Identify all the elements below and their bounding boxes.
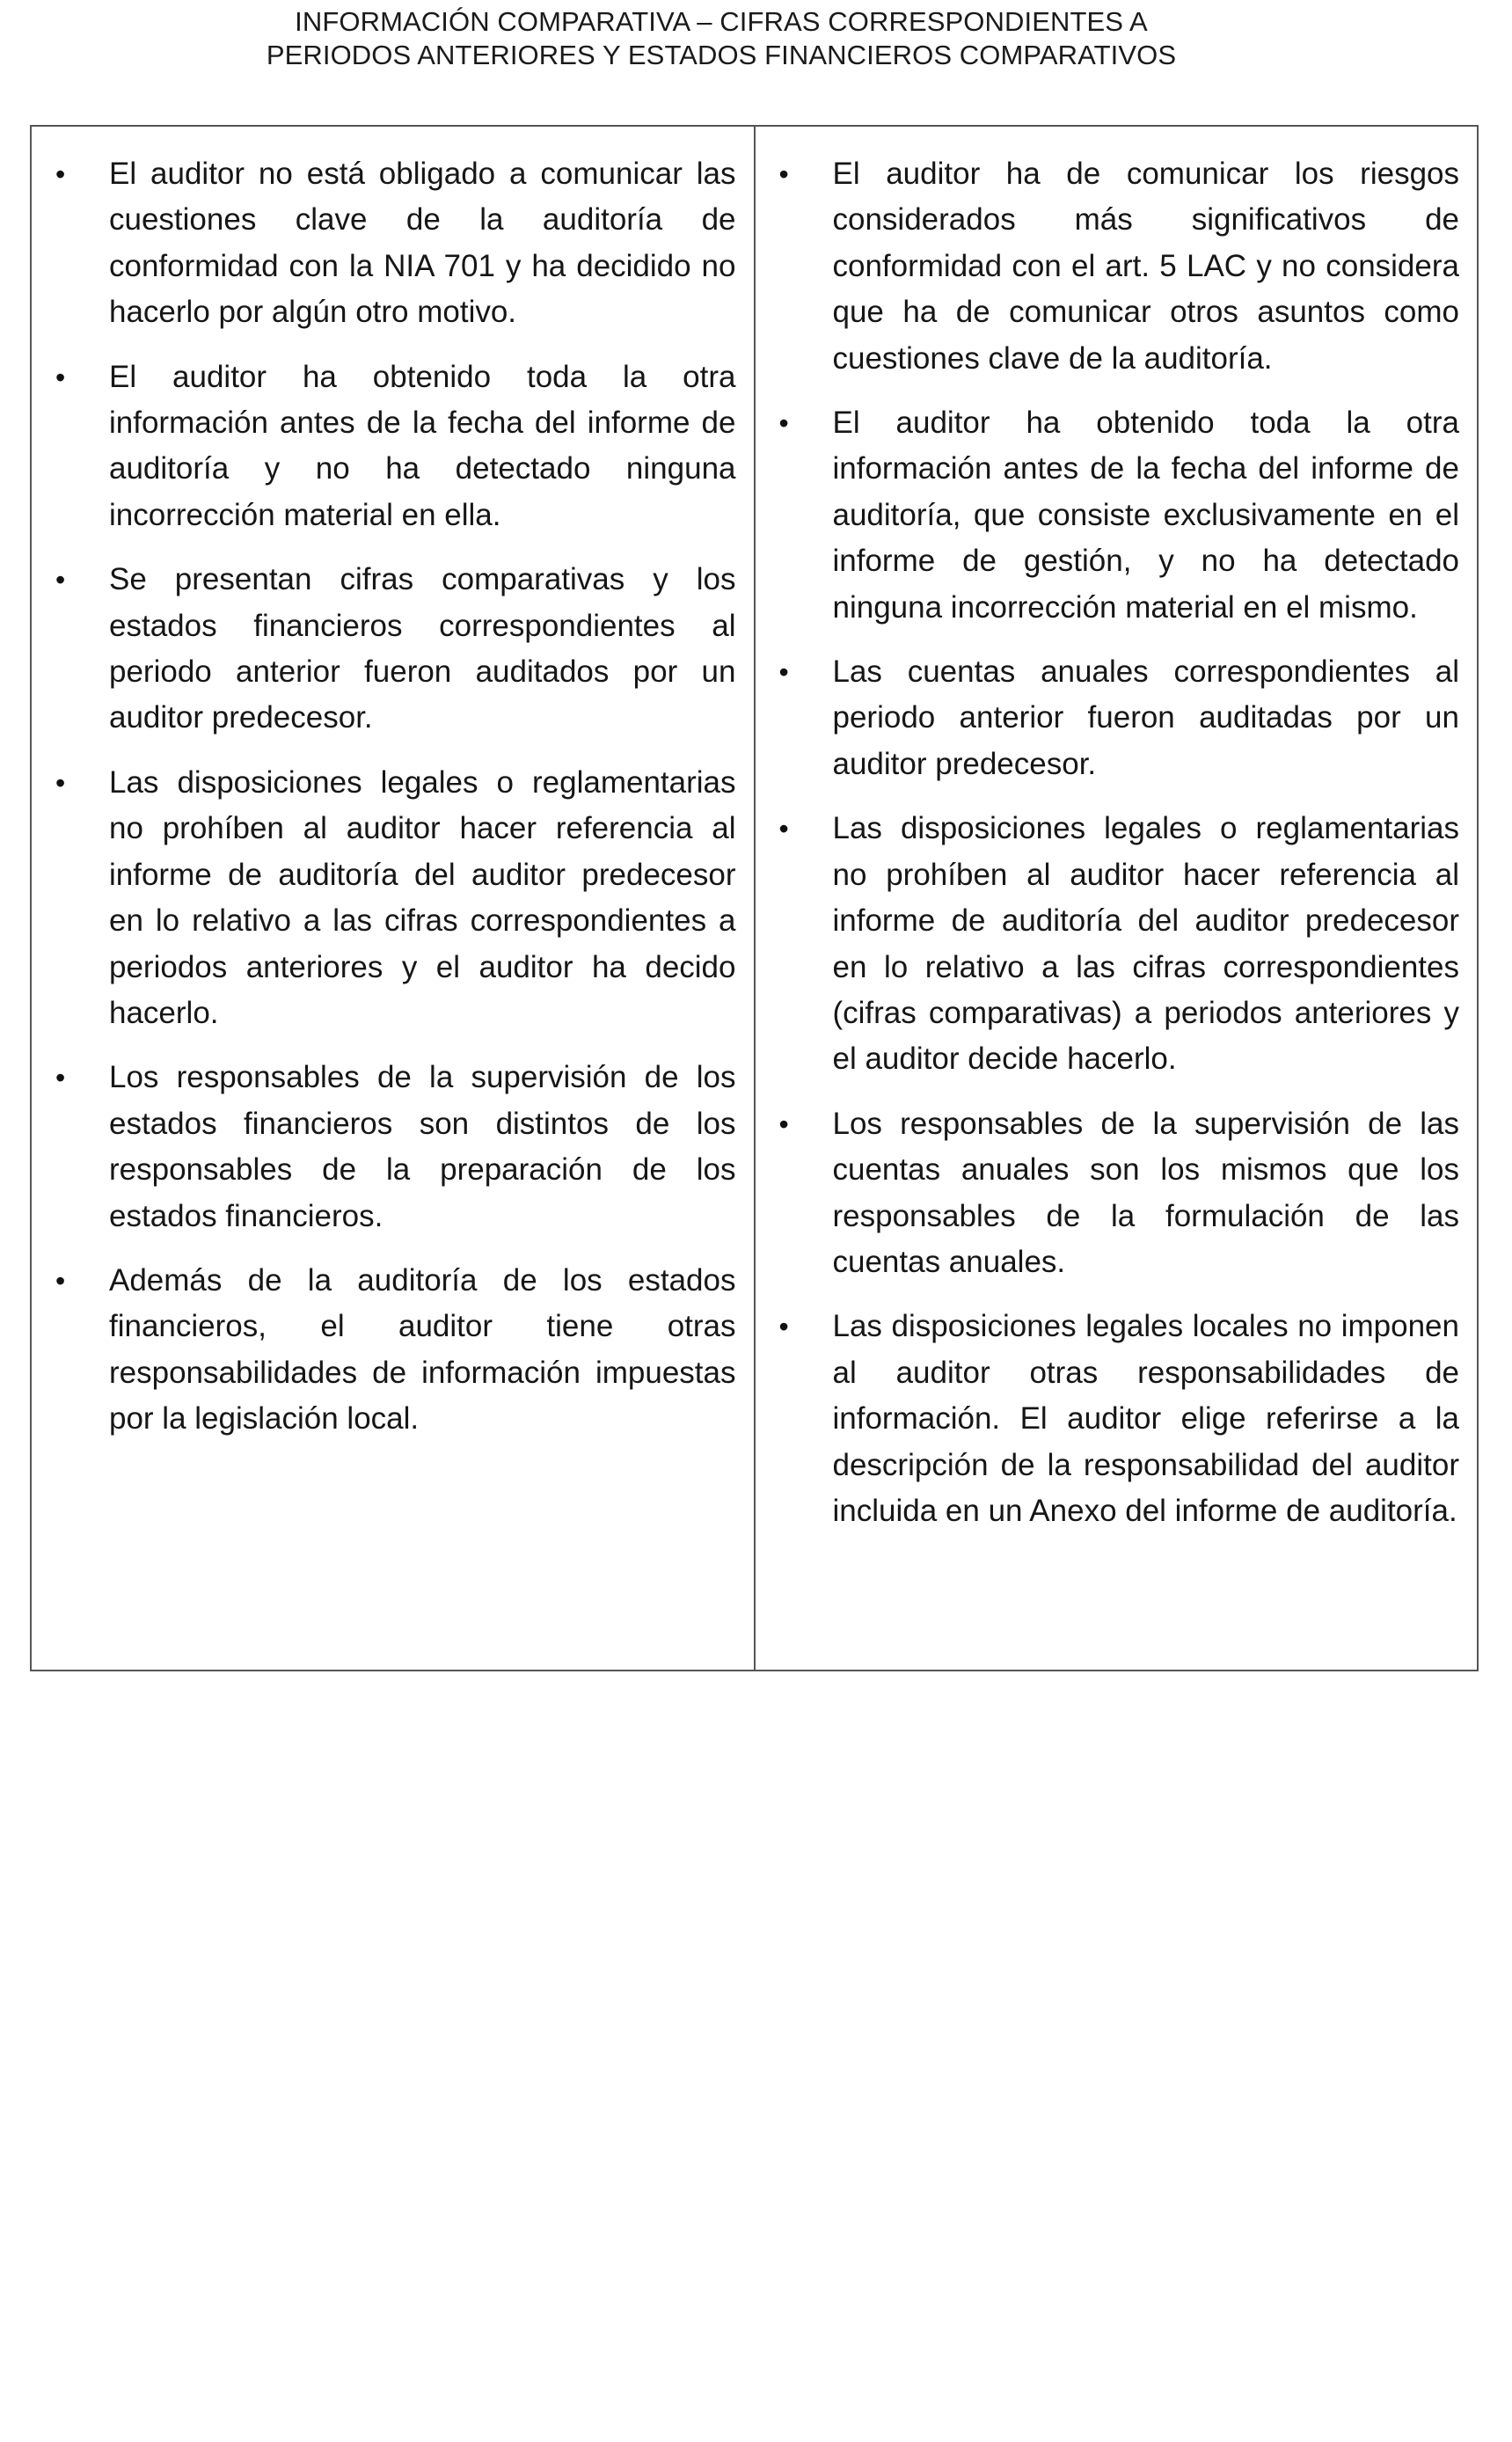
right-bullet-list (775, 151, 1460, 1534)
list-item (51, 1258, 736, 1443)
header-line-2: PERIODOS ANTERIORES Y ESTADOS FINANCIEROS COMPARATIVOS (266, 40, 1177, 70)
list-item-text: Las disposiciones legales locales no imponen al auditor otras responsabilidades de información. El auditor elige referirse a la descripción de la responsabilidad del auditor incluida en un Anexo del informe de auditoría. (832, 1309, 1459, 1528)
comparison-table (30, 125, 1479, 1671)
right-column (756, 127, 1478, 1670)
bullet-icon: • (778, 1311, 789, 1343)
list-item-text: El auditor ha obtenido toda la otra información antes de la fecha del informe de auditoría y no ha detectado ninguna incorrección material en ella. (109, 359, 736, 532)
list-item-text: El auditor ha obtenido toda la otra información antes de la fecha del informe de auditoría, que consiste exclusivamente en el informe de gestión, y no ha detectado ninguna incorrección material en el mismo. (832, 406, 1459, 625)
bullet-icon: • (778, 158, 789, 190)
list-item-text: Los responsables de la supervisión de las cuentas anuales son los mismos que los responsables de la formulación de las cuentas anuales. (832, 1106, 1459, 1279)
list-item (775, 649, 1460, 787)
bullet-icon: • (55, 1062, 66, 1094)
list-item (775, 400, 1460, 631)
bullet-icon: • (55, 158, 66, 190)
list-item (775, 151, 1460, 382)
bullet-icon: • (778, 813, 789, 845)
list-item-text: El auditor ha de comunicar los riesgos considerados más significativos de conformidad con el art. 5 LAC y no considera que ha de comunicar otros asuntos como cuestiones clave de la auditoría. (832, 157, 1459, 376)
bullet-icon: • (55, 766, 66, 799)
list-item-text: Las disposiciones legales o reglamentarias no prohíben al auditor hacer referencia al informe de auditoría del auditor predecesor en lo relativo a las cifras correspondientes a periodos anteriores y el auditor ha decido hacerlo. (109, 764, 736, 1030)
bullet-icon: • (55, 564, 66, 596)
list-item-text: Se presentan cifras comparativas y los estados financieros correspondientes al periodo anterior fueron auditados por un auditor predecesor. (109, 562, 736, 735)
list-item (775, 806, 1460, 1082)
bullet-icon: • (55, 361, 66, 393)
list-item-text: El auditor no está obligado a comunicar las cuestiones clave de la auditoría de conformidad con la NIA 701 y ha decidido no hacerlo por algún otro motivo. (109, 157, 736, 330)
bullet-icon: • (778, 407, 789, 440)
list-item (775, 1101, 1460, 1286)
left-column (32, 127, 756, 1670)
list-item (51, 355, 736, 539)
list-item (51, 557, 736, 742)
list-item (51, 151, 736, 336)
bullet-icon: • (55, 1264, 66, 1297)
list-item-text: Las disposiciones legales o reglamentarias no prohíben al auditor hacer referencia al informe de auditoría del auditor predecesor en lo relativo a las cifras correspondientes (cifras comparativas) a periodos anteriores y el auditor decide hacerlo. (832, 811, 1459, 1077)
list-item (51, 760, 736, 1036)
page-header (0, 5, 1443, 72)
bullet-icon: • (778, 1108, 789, 1140)
left-bullet-list (51, 151, 736, 1443)
bullet-icon: • (778, 656, 789, 689)
header-line-1: INFORMACIÓN COMPARATIVA – CIFRAS CORRESPONDIENTES A (295, 6, 1148, 37)
list-item (51, 1055, 736, 1239)
list-item-text: Las cuentas anuales correspondientes al periodo anterior fueron auditadas por un auditor predecesor. (832, 654, 1459, 781)
list-item-text: Los responsables de la supervisión de los estados financieros son distintos de los responsables de la preparación de los estados financieros. (109, 1060, 736, 1233)
list-item-text: Además de la auditoría de los estados financieros, el auditor tiene otras responsabilidades de información impuestas por la legislación local. (109, 1262, 736, 1437)
list-item (775, 1304, 1460, 1534)
